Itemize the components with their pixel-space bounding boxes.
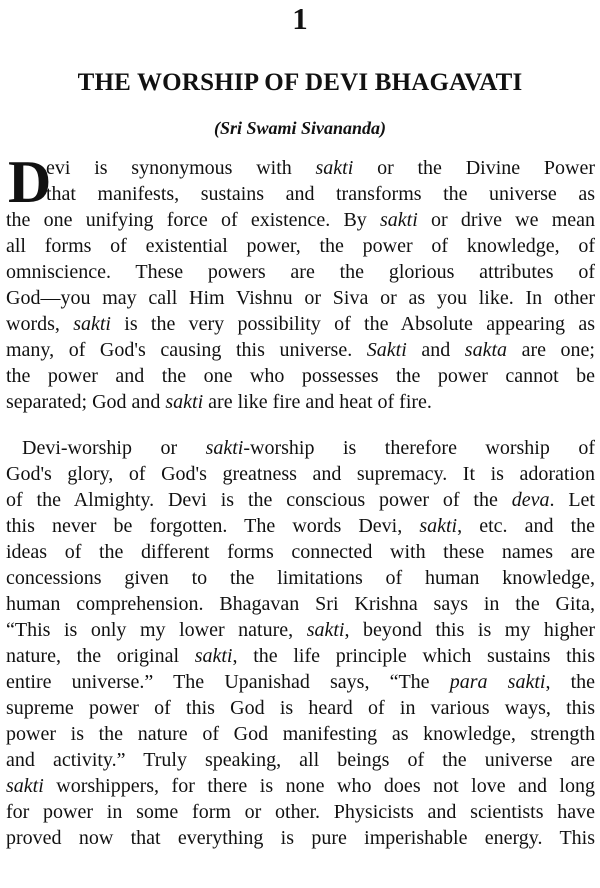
text-line: power is the nature of God manifesting as knowledge, strength bbox=[6, 723, 595, 745]
text-line: God—you may call Him Vishnu or Siva or as you like. In other bbox=[6, 287, 595, 309]
text-line: all forms of existential power, the power of knowledge, of bbox=[6, 235, 595, 257]
text-line: the one unifying force of existence. By sakti or drive we mean bbox=[6, 209, 595, 231]
chapter-title: THE WORSHIP OF DEVI BHAGAVATI bbox=[77, 69, 523, 96]
text-line: proved now that everything is pure imperishable energy. This bbox=[6, 827, 595, 849]
chapter-author: (Sri Swami Sivananda) bbox=[213, 118, 387, 138]
text-line: nature, the original sakti, the life principle which sustains this bbox=[6, 645, 595, 667]
text-line: entire universe.” The Upanishad says, “The para sakti, the bbox=[6, 671, 595, 693]
text-line: of the Almighty. Devi is the conscious power of the deva. Let bbox=[6, 489, 595, 511]
text-line: words, sakti is the very possibility of the Absolute appearing as bbox=[6, 313, 595, 335]
text-line: the power and the one who possesses the power cannot be bbox=[6, 365, 595, 387]
text-line: concessions given to the limitations of human knowledge, bbox=[6, 567, 595, 589]
text-line: “This is only my lower nature, sakti, beyond this is my higher bbox=[6, 619, 595, 641]
chapter-number: 1 bbox=[292, 1, 308, 36]
text-line: Devi-worship or sakti-worship is therefore worship of bbox=[22, 437, 595, 459]
text-line: God's glory, of God's greatness and supremacy. It is adoration bbox=[6, 463, 595, 485]
body-text bbox=[6, 149, 595, 851]
drop-cap: D bbox=[8, 149, 52, 215]
text-line: and activity.” Truly speaking, all beings of the universe are bbox=[6, 749, 595, 771]
text-line: that manifests, sustains and transforms the universe as bbox=[46, 183, 595, 205]
text-line: supreme power of this God is heard of in various ways, this bbox=[6, 697, 595, 719]
text-line: many, of God's causing this universe. Sakti and sakta are one; bbox=[6, 339, 595, 361]
paragraph-2 bbox=[6, 435, 595, 851]
paragraph-1 bbox=[6, 149, 595, 415]
text-line: ideas of the different forms connected with these names are bbox=[6, 541, 595, 563]
text-line: omniscience. These powers are the glorious attributes of bbox=[6, 261, 595, 283]
text-line: sakti worshippers, for there is none who does not love and long bbox=[6, 775, 595, 797]
text-line: for power in some form or other. Physicists and scientists have bbox=[6, 801, 595, 823]
text-line: evi is synonymous with sakti or the Divine Power bbox=[46, 157, 595, 179]
text-line: human comprehension. Bhagavan Sri Krishna says in the Gita, bbox=[6, 593, 595, 615]
paragraph-spacer bbox=[6, 415, 595, 435]
text-line: this never be forgotten. The words Devi, sakti, etc. and the bbox=[6, 515, 595, 537]
text-line: separated; God and sakti are like fire and heat of fire. bbox=[6, 391, 432, 413]
